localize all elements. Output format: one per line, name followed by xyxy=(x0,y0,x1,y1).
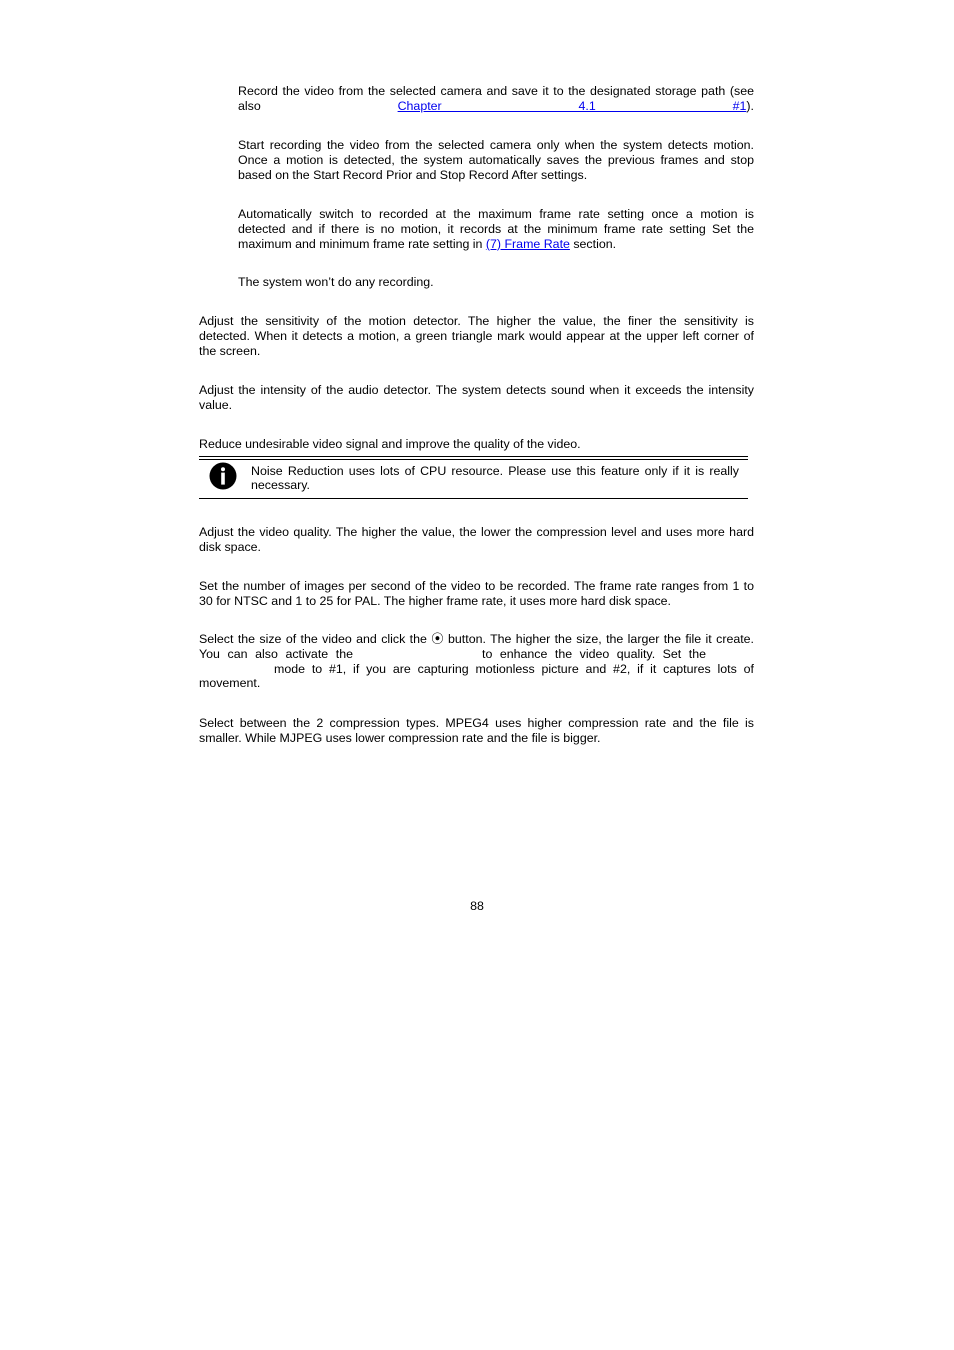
text-line: Once a motion is detected, the system automatically saves the previous frames and stop xyxy=(238,152,754,167)
page-number: 88 xyxy=(470,899,484,913)
chapter-link[interactable]: Chapter 4.1 #1 xyxy=(397,98,747,113)
text-line: smaller. While MJPEG uses lower compression rate and the file is bigger. xyxy=(199,730,601,745)
text-line: value. xyxy=(199,397,233,412)
text-line: Start recording the video from the selected camera only when the system detects motion. xyxy=(238,138,754,152)
text-line xyxy=(199,647,754,662)
note-rule-bottom xyxy=(199,498,748,499)
text-line: Select between the 2 compression types. MPEG4 uses higher compression rate and the file is xyxy=(199,716,754,730)
record-always-text: Record the video from the selected camera and save it to the designated storage path (see also xyxy=(238,84,754,113)
video-size-paragraph xyxy=(199,632,754,691)
text-line: Adjust the sensitivity of the motion detector. The higher the value, the finer the sensitivity is xyxy=(199,314,754,328)
text-fragment: to enhance the video quality. Set the xyxy=(482,646,706,661)
frame-rate-paragraph xyxy=(199,579,754,609)
text-fragment: You can also activate the xyxy=(199,646,353,661)
text-line: movement. xyxy=(199,676,261,691)
text-line: mode to #1, if you are capturing motionless picture and #2, if it captures lots of xyxy=(274,661,754,676)
note-box xyxy=(199,456,748,500)
text-line: Adjust the intensity of the audio detector. The system detects sound when it exceeds the intensity xyxy=(199,383,754,397)
record-always-text-end: ). xyxy=(746,98,754,113)
text-line: Adjust the video quality. The higher the value, the lower the compression level and uses more hard xyxy=(199,525,754,539)
note-rule-top xyxy=(199,456,748,457)
note-text xyxy=(251,464,739,493)
text-line: Noise Reduction uses lots of CPU resource. Please use this feature only if it is really xyxy=(251,464,739,478)
text-line: disk space. xyxy=(199,539,261,554)
text-line: Set the number of images per second of the video to be recorded. The frame rate ranges from 1 to xyxy=(199,579,754,593)
audio-paragraph xyxy=(199,383,754,413)
text-fragment: maximum and minimum frame rate setting in xyxy=(238,236,486,251)
text-line: based on the Start Record Prior and Stop Record After settings. xyxy=(238,167,588,182)
info-icon xyxy=(209,462,237,490)
no-record-paragraph: The system won’t do any recording. xyxy=(238,275,434,289)
text-line: necessary. xyxy=(251,478,310,493)
framerate-switch-paragraph xyxy=(238,207,754,251)
text-line: detected. When it detects a motion, a green triangle mark would appear at the upper left corner of xyxy=(199,328,754,343)
text-line: detected and if there is no motion, it records at the minimum frame rate setting Set the xyxy=(238,221,754,236)
sensitivity-paragraph xyxy=(199,314,754,358)
noise-reduction-paragraph: Reduce undesirable video signal and improve the quality of the video. xyxy=(199,437,581,451)
quality-paragraph xyxy=(199,525,754,555)
text-line: the screen. xyxy=(199,343,261,358)
note-rule-top-inner xyxy=(199,459,748,460)
record-on-motion-paragraph xyxy=(238,138,754,182)
text-line: 30 for NTSC and 1 to 25 for PAL. The higher frame rate, it uses more hard disk space. xyxy=(199,593,671,608)
record-always-paragraph xyxy=(238,84,754,114)
text-fragment: section. xyxy=(569,236,617,251)
text-line: Automatically switch to recorded at the maximum frame rate setting once a motion is xyxy=(238,207,754,221)
text-line: Select the size of the video and click the ⦿ button. The higher the size, the larger the file it create. xyxy=(199,632,754,646)
frame-rate-link[interactable]: (7) Frame Rate xyxy=(485,236,570,251)
compression-paragraph xyxy=(199,716,754,746)
